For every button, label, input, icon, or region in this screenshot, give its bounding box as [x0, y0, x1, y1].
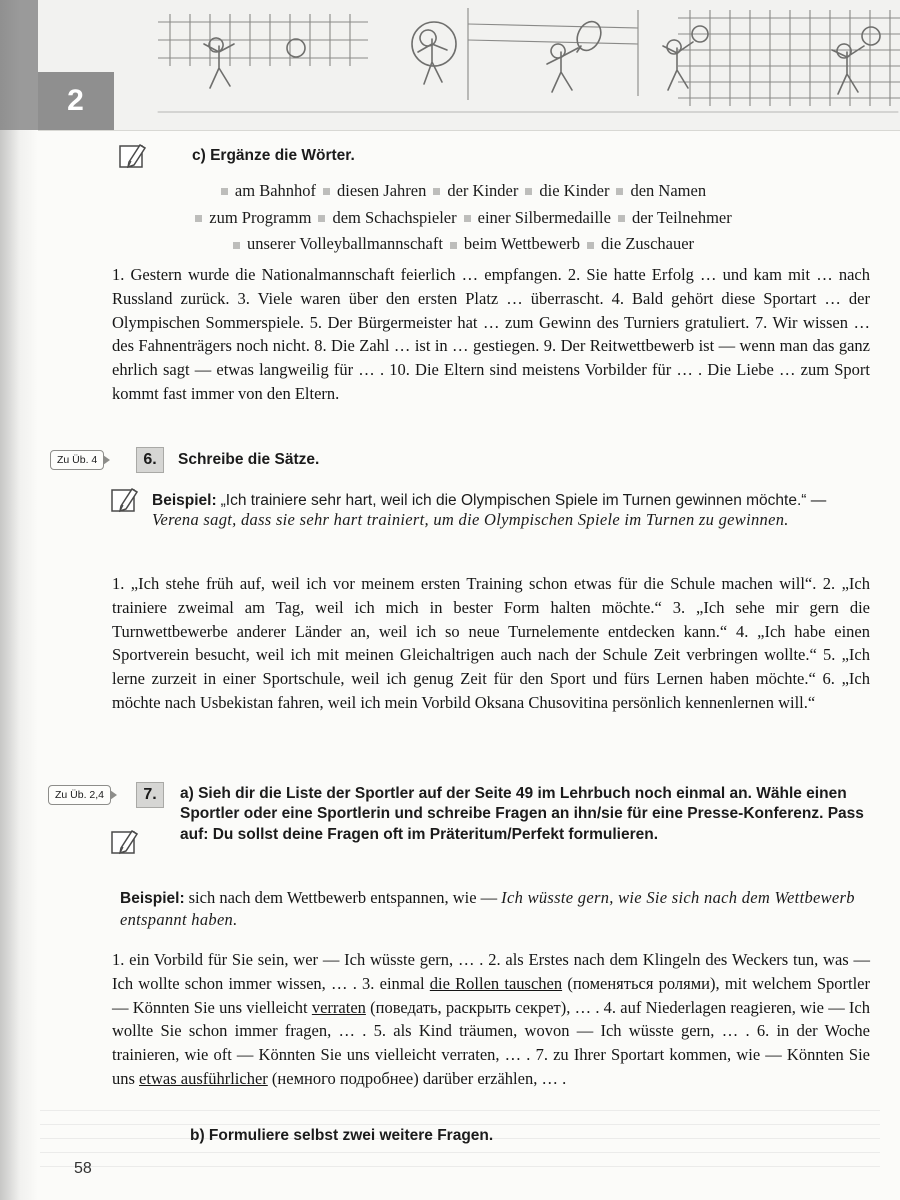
example-printed-7: sich nach dem Wettbewerb entspannen, wie —: [188, 888, 498, 907]
exercise-7-text-part3: (поведать, раскрыть секрет), … . 4. auf Niederlagen reagieren, wie — Ich wollte Sie schon immer fragen, … . 5. als Kind träumen, wovon — Ich wüsste gern, … . 6. in der Woche trainieren, wie oft — Könnten Sie uns vielleicht verraten, … . 7. zu Ihrer Sportart kommen, wie — Könnten Sie uns: [112, 997, 870, 1088]
chapter-number: 2: [38, 72, 114, 130]
zu-tag-7-label: Zu Üb. 2,4: [48, 785, 111, 805]
word-bank-item: einer Silbermedaille: [457, 208, 611, 227]
bullet-square-icon: [616, 188, 623, 195]
exercise-7a-heading: a) Sieh dir die Liste der Sportler auf der Seite 49 im Lehrbuch noch einmal an. Wähle einen Sportler oder eine Sportlerin und schreibe Fragen an ihn/sie für eine Presse-Konferenz. Pass auf: Du sollst deine Fragen oft im Präteritum/Perfekt formulieren.: [180, 785, 864, 843]
word-bank-item: dem Schachspieler: [311, 208, 456, 227]
bullet-square-icon: [618, 215, 625, 222]
page-number: 58: [74, 1160, 92, 1177]
bullet-square-icon: [221, 188, 228, 195]
exercise-7-text: [112, 948, 870, 1091]
bullet-square-icon: [464, 215, 471, 222]
word-bank-item: am Bahnhof: [214, 181, 316, 200]
page-margin-strip: [0, 0, 38, 1200]
exercise-5c-heading: c) Ergänze die Wörter.: [192, 147, 355, 164]
word-bank-item: der Kinder: [426, 181, 518, 200]
chapter-margin-block: [0, 0, 38, 130]
pencil-icon-5c: [118, 140, 158, 175]
exercise-7-underlined-1: die Rollen tauschen: [429, 973, 563, 993]
bullet-square-icon: [318, 215, 325, 222]
word-bank-item: den Namen: [609, 181, 706, 200]
word-bank-item: unserer Volleyballmannschaft: [226, 234, 443, 253]
pencil-write-icon: [110, 826, 140, 856]
example-label-7: Beispiel:: [120, 890, 185, 907]
bullet-square-icon: [587, 242, 594, 249]
exercise-6-heading: Schreibe die Sätze.: [178, 451, 320, 468]
pencil-icon-7: [110, 826, 140, 861]
exercise-6-text: 1. „Ich stehe früh auf, weil ich vor meinem ersten Training schon etwas für die Schule machen will“. 2. „Ich trainiere zweimal am Tag, weil ich mich in bester Form halten möchte.“ 3. „Ich sehe mir gern die Turnwettbewerbe anderer Länder an, weil ich so neue Turnelemente entdecken kann.“ 4. „Ich habe einen Sportverein besucht, weil ich mit meinen Gleichaltrigen auch nach der Schule Zeit verbringen wollte.“ 5. „Ich lerne zurzeit in einer Sportschule, weil ich genug Zeit für den Sport und fürs Lernen haben möchte.“ 6. „Ich möchte nach Usbekistan fahren, weil ich mein Vorbild Oksana Chusovitina persönlich kennenlernen will.“: [112, 574, 870, 712]
exercise-6-example: [152, 492, 870, 530]
zu-tag-6-label: Zu Üb. 4: [50, 450, 104, 470]
example-printed-6: „Ich trainiere sehr hart, weil ich die Olympischen Spiele im Turnen gewinnen möchte.“ —: [220, 492, 827, 509]
bullet-square-icon: [433, 188, 440, 195]
bullet-square-icon: [323, 188, 330, 195]
word-bank-item: der Teilnehmer: [611, 208, 732, 227]
bullet-square-icon: [233, 242, 240, 249]
exercise-7-text-part1: 1. ein Vorbild für Sie sein, wer — Ich wüsste gern, … . 2. als Erstes nach dem Klingeln des Weckers tun, was — Ich wollte schon immer wissen, … . 3. einmal: [112, 950, 870, 993]
word-bank-item: diesen Jahren: [316, 181, 426, 200]
pencil-write-icon: [118, 140, 148, 170]
word-bank-item: zum Programm: [188, 208, 311, 227]
zu-tag-6: [50, 450, 104, 468]
bullet-square-icon: [525, 188, 532, 195]
bullet-square-icon: [195, 215, 202, 222]
example-handwritten-6: Verena sagt, dass sie sehr hart trainiert, um die Olympischen Spiele im Turnen zu gewinnen.: [152, 510, 789, 529]
exercise-6-number: 6.: [136, 447, 164, 473]
exercise-7-text-part4: (немного подробнее) darüber erzählen, … .: [267, 1068, 567, 1088]
example-handwritten-7: Ich wüsste gern, wie Sie sich nach dem Wettbewerb entspannt haben.: [120, 888, 855, 929]
header-illustration-banner: [38, 0, 900, 131]
exercise-7-underlined-3: etwas ausführlicher: [139, 1068, 268, 1088]
word-bank-item: beim Wettbewerb: [443, 234, 580, 253]
exercise-7-number: 7.: [136, 782, 164, 808]
example-label-6: Beispiel:: [152, 492, 217, 509]
sports-line-art: [38, 0, 900, 130]
word-bank-5c: [110, 178, 810, 258]
word-bank-item: die Kinder: [518, 181, 609, 200]
pencil-icon-6: [110, 484, 140, 519]
bullet-square-icon: [450, 242, 457, 249]
exercise-7-text-part2: (поменяться ролями), mit welchem Sportler — Könnten Sie uns vielleicht: [112, 973, 870, 1017]
zu-tag-7: [48, 785, 111, 803]
exercise-7-example: [120, 886, 870, 930]
exercise-5c-text: 1. Gestern wurde die Nationalmannschaft feierlich … empfangen. 2. Sie hatte Erfolg … und kam mit … nach Russland zurück. 3. Viele waren über den ersten Platz … überrascht. 4. Bald gehört diese Sportart … der Olympischen Sommerspiele. 5. Der Bürgermeister hat … zum Gewinn des Turniers gratuliert. 7. Wir wissen … des Fahnenträgers noch nicht. 8. Die Zahl … ist in … gestiegen. 9. Der Reitwettbewerb ist — wenn man das ganz ehrlich sagt — etwas langweilig für … . 10. Die Eltern sind meistens Vorbilder für … . Die Liebe … zum Sport kommt fast immer von den Eltern.: [112, 265, 870, 403]
bleed-through-lines: [40, 1110, 880, 1190]
word-bank-item: die Zuschauer: [580, 234, 694, 253]
pencil-write-icon: [110, 484, 140, 514]
exercise-7-underlined-2: verraten: [311, 997, 366, 1017]
exercise-7b-heading: b) Formuliere selbst zwei weitere Fragen.: [190, 1127, 494, 1144]
